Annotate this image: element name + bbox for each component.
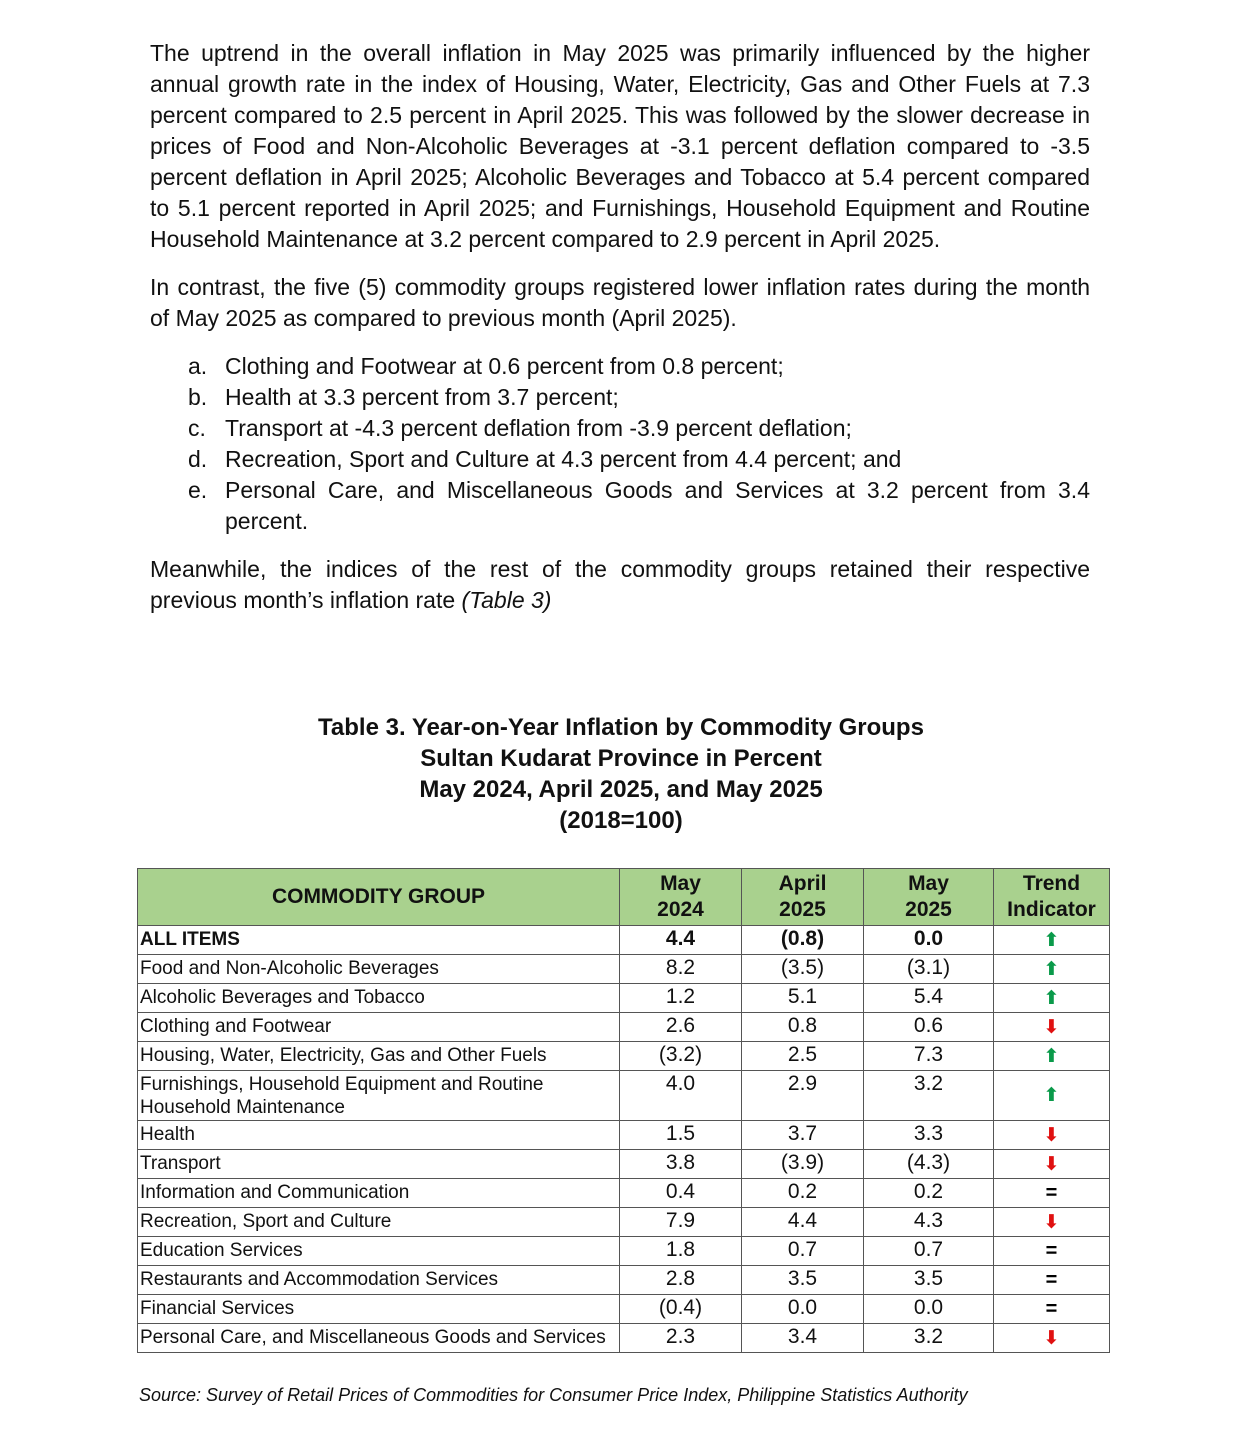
value-may2025: 7.3 <box>864 1042 994 1071</box>
table-row <box>138 1324 1110 1353</box>
commodity-name: Education Services <box>138 1237 620 1266</box>
arrow-up-icon: ⬆ <box>1043 1085 1060 1106</box>
list-item: a. Clothing and Footwear at 0.6 percent from 0.8 percent; <box>188 353 784 379</box>
paragraph-uptrend: The uptrend in the overall inflation in May 2025 was primarily influenced by the higher annual growth rate in the index of Housing, Water, Electricity, Gas and Other Fuels at 7.3 percent compared to 2.5 percent in April 2025. This was followed by the slower decrease in prices of Food and Non-Alcoholic Beverages at -3.1 percent deflation compared to -3.5 percent deflation in April 2025; Alcoholic Beverages and Tobacco at 5.4 percent compared to 5.1 percent reported in April 2025; and Furnishings, Household Equipment and Routine Household Maintenance at 3.2 percent compared to 2.9 percent in April 2025. <box>150 40 1090 252</box>
table-row <box>138 1121 1110 1150</box>
table-header-row <box>138 869 1110 926</box>
trend-cell <box>994 1295 1110 1324</box>
trend-cell <box>994 926 1110 955</box>
arrow-up-icon: ⬆ <box>1043 929 1060 951</box>
trend-cell <box>994 1013 1110 1042</box>
commodity-name: ALL ITEMS <box>138 926 620 955</box>
header-may-2024: May 2024 <box>620 869 742 926</box>
trend-cell <box>994 1266 1110 1295</box>
trend-cell <box>994 1179 1110 1208</box>
commodity-name: Clothing and Footwear <box>138 1013 620 1042</box>
value-may2025: 3.2 <box>864 1071 994 1121</box>
commodity-name: Alcoholic Beverages and Tobacco <box>138 984 620 1013</box>
table-row <box>138 1042 1110 1071</box>
commodity-name: Transport <box>138 1150 620 1179</box>
commodity-name: Restaurants and Accommodation Services <box>138 1266 620 1295</box>
value-may2025: 0.2 <box>864 1179 994 1208</box>
value-apr2025: (3.9) <box>742 1150 864 1179</box>
arrow-down-icon: ⬇ <box>1043 1211 1060 1233</box>
trend-cell <box>994 1042 1110 1071</box>
value-may2025: 0.0 <box>864 926 994 955</box>
header-may-2025: May 2025 <box>864 869 994 926</box>
value-may2025: 3.3 <box>864 1121 994 1150</box>
value-apr2025: 2.9 <box>742 1071 864 1121</box>
value-may2024: 1.2 <box>620 984 742 1013</box>
table-title: Table 3. Year-on-Year Inflation by Commodity Groups Sultan Kudarat Province in Percent May 2024, April 2025, and May 2025 (2018=100) <box>318 714 924 834</box>
arrow-down-icon: ⬇ <box>1043 1016 1060 1038</box>
trend-cell <box>994 1121 1110 1150</box>
commodity-name: Housing, Water, Electricity, Gas and Other Fuels <box>138 1042 620 1071</box>
value-may2025: (4.3) <box>864 1150 994 1179</box>
trend-cell <box>994 955 1110 984</box>
table-row <box>138 1237 1110 1266</box>
commodity-name: Furnishings, Household Equipment and Routine Household Maintenance <box>138 1071 620 1121</box>
trend-cell <box>994 1324 1110 1353</box>
value-apr2025: (0.8) <box>742 926 864 955</box>
value-may2024: 8.2 <box>620 955 742 984</box>
arrow-up-icon: ⬆ <box>1043 958 1060 980</box>
commodity-name: Financial Services <box>138 1295 620 1324</box>
equal-icon: = <box>1045 1181 1058 1204</box>
value-apr2025: 0.0 <box>742 1295 864 1324</box>
value-may2024: (0.4) <box>620 1295 742 1324</box>
list-item: e. Personal Care, and Miscellaneous Goods and Services at 3.2 percent from 3.4 percent. <box>188 477 1090 534</box>
value-may2024: 2.3 <box>620 1324 742 1353</box>
equal-icon: = <box>1045 1297 1058 1320</box>
value-may2025: 3.5 <box>864 1266 994 1295</box>
value-may2025: 4.3 <box>864 1208 994 1237</box>
table-row <box>138 984 1110 1013</box>
trend-cell <box>994 1237 1110 1266</box>
value-may2024: 4.0 <box>620 1071 742 1121</box>
table-row <box>138 926 1110 955</box>
value-apr2025: 3.5 <box>742 1266 864 1295</box>
commodity-name: Food and Non-Alcoholic Beverages <box>138 955 620 984</box>
value-may2024: 1.8 <box>620 1237 742 1266</box>
table-row <box>138 1150 1110 1179</box>
value-apr2025: 5.1 <box>742 984 864 1013</box>
value-apr2025: 3.7 <box>742 1121 864 1150</box>
value-may2024: 0.4 <box>620 1179 742 1208</box>
paragraph-contrast: In contrast, the five (5) commodity groups registered lower inflation rates during the month of May 2025 as compared to previous month (April 2025). <box>150 274 1090 331</box>
arrow-up-icon: ⬆ <box>1043 987 1060 1009</box>
value-may2025: 5.4 <box>864 984 994 1013</box>
value-apr2025: (3.5) <box>742 955 864 984</box>
commodity-name: Health <box>138 1121 620 1150</box>
trend-cell <box>994 1150 1110 1179</box>
value-may2025: 0.7 <box>864 1237 994 1266</box>
table-row <box>138 1071 1110 1121</box>
inflation-table <box>137 868 1110 1353</box>
header-commodity-group: COMMODITY GROUP <box>138 869 620 926</box>
document-body <box>150 38 1090 633</box>
list-item: d. Recreation, Sport and Culture at 4.3 percent from 4.4 percent; and <box>188 446 902 472</box>
arrow-up-icon: ⬆ <box>1043 1045 1060 1067</box>
lower-inflation-list <box>150 351 1090 537</box>
value-may2024: 4.4 <box>620 926 742 955</box>
commodity-name: Personal Care, and Miscellaneous Goods and Services <box>138 1324 620 1353</box>
value-apr2025: 0.8 <box>742 1013 864 1042</box>
list-item: c. Transport at -4.3 percent deflation from -3.9 percent deflation; <box>188 415 852 441</box>
table-row <box>138 1179 1110 1208</box>
value-may2024: 7.9 <box>620 1208 742 1237</box>
value-may2025: 0.6 <box>864 1013 994 1042</box>
table-row <box>138 1013 1110 1042</box>
arrow-down-icon: ⬇ <box>1043 1153 1060 1175</box>
table-row <box>138 1266 1110 1295</box>
table-row <box>138 1208 1110 1237</box>
equal-icon: = <box>1045 1268 1058 1291</box>
table-row <box>138 1295 1110 1324</box>
arrow-down-icon: ⬇ <box>1043 1327 1060 1349</box>
trend-cell <box>994 1071 1110 1121</box>
table-row <box>138 955 1110 984</box>
trend-cell <box>994 984 1110 1013</box>
value-may2024: (3.2) <box>620 1042 742 1071</box>
value-may2024: 3.8 <box>620 1150 742 1179</box>
value-apr2025: 0.2 <box>742 1179 864 1208</box>
value-may2024: 1.5 <box>620 1121 742 1150</box>
trend-cell <box>994 1208 1110 1237</box>
header-april-2025: April 2025 <box>742 869 864 926</box>
header-trend-indicator: Trend Indicator <box>994 869 1110 926</box>
value-apr2025: 0.7 <box>742 1237 864 1266</box>
value-apr2025: 4.4 <box>742 1208 864 1237</box>
commodity-name: Information and Communication <box>138 1179 620 1208</box>
value-may2025: (3.1) <box>864 955 994 984</box>
table-reference: (Table 3) <box>461 587 552 613</box>
value-may2024: 2.6 <box>620 1013 742 1042</box>
commodity-name: Recreation, Sport and Culture <box>138 1208 620 1237</box>
list-item: b. Health at 3.3 percent from 3.7 percent; <box>188 384 619 410</box>
source-note: Source: Survey of Retail Prices of Commodities for Consumer Price Index, Philippine Statistics Authority <box>139 1385 968 1405</box>
value-may2025: 0.0 <box>864 1295 994 1324</box>
value-apr2025: 3.4 <box>742 1324 864 1353</box>
arrow-down-icon: ⬇ <box>1043 1124 1060 1146</box>
value-may2025: 3.2 <box>864 1324 994 1353</box>
equal-icon: = <box>1045 1239 1058 1262</box>
value-apr2025: 2.5 <box>742 1042 864 1071</box>
paragraph-meanwhile: Meanwhile, the indices of the rest of the commodity groups retained their respective previous month’s inflation rate (Table 3) <box>150 556 1090 613</box>
table-body <box>138 926 1110 1353</box>
value-may2024: 2.8 <box>620 1266 742 1295</box>
